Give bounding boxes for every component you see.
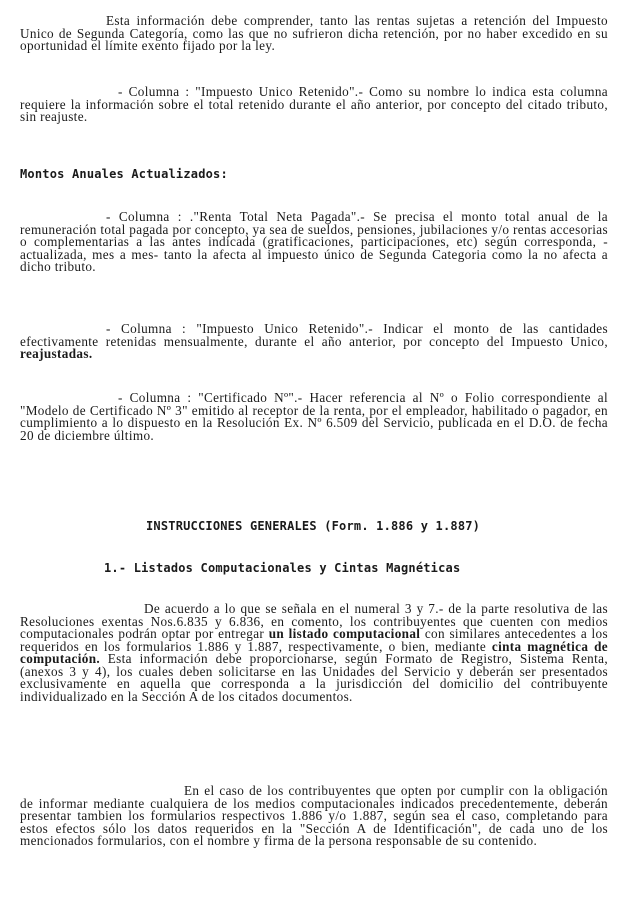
paragraph-impuesto-retenido bbox=[20, 86, 608, 124]
paragraph-text: Esta información debe comprender, tanto las rentas sujetas a retención del Impuesto Unico de Segunda Categoría, como las que no sufrieron dicha retención, por no haber excedido en su oportunidad el límite exento fijado por la ley. bbox=[20, 13, 608, 53]
paragraph-bold-text: cinta magnética de computación. bbox=[20, 638, 608, 666]
paragraph-text: Esta información debe proporcionarse, según Formato de Registro, Sistema Renta, (anexos 3 y 4), los cuales deben solicitarse en las Unidades del Servicio y deberán ser presentados exclusivamente en aquella que corresponda a la jurisdicción del domicilio del contribuyente individualizado en la Sección A de los citados documentos. bbox=[20, 651, 608, 704]
heading-text: INSTRUCCIONES GENERALES (Form. 1.886 y 1.887) bbox=[146, 519, 481, 533]
paragraph-text: - Columna : ."Renta Total Neta Pagada".- Se precisa el monto total anual de la remuneración total pagada por concepto, ya sea de sueldos, pensiones, jubilaciones y/o rentas accesorias o complementarias a las antes indicada (gratificaciones, participaciones, etc) según corresponda, -actualizada, mes a mes- tanto la afecta al impuesto único de Segunda Categoria como la no afecta a dicho tributo. bbox=[20, 209, 608, 274]
paragraph-bold-text: un listado computacional bbox=[268, 626, 421, 641]
heading-text: Montos Anuales Actualizados: bbox=[20, 167, 228, 181]
paragraph-impuesto-unico bbox=[20, 323, 608, 361]
paragraph-text: - Columna : "Impuesto Unico Retenido".- Como su nombre lo indica esta columna requiere la información sobre el total retenido durante el año anterior, por concepto del citado tributo, sin reajuste. bbox=[20, 84, 608, 124]
heading-listados-computacionales bbox=[104, 562, 460, 574]
heading-montos-anuales bbox=[20, 168, 228, 180]
paragraph-certificado bbox=[20, 392, 608, 442]
paragraph-en-el-caso bbox=[20, 785, 608, 848]
paragraph-renta-total bbox=[20, 211, 608, 274]
paragraph-text: En el caso de los contribuyentes que opten por cumplir con la obligación de informar mediante cualquiera de los medios computacionales indicados precedentemente, deberán presentar tambien los formularios respectivos 1.886 y/o 1.887, según sea el caso, completando para estos efectos sólo los datos requeridos en la "Sección A de Identificación", de cada uno de los mencionados formularios, con el nombre y firma de la persona responsable de su contenido. bbox=[20, 783, 608, 848]
paragraph-bold-text: reajustadas. bbox=[20, 346, 93, 361]
paragraph-rentas-sujetas bbox=[20, 15, 608, 53]
paragraph-text: - Columna : "Impuesto Unico Retenido".- Indicar el monto de las cantidades efectivamente retenidas mensualmente, durante el año anterior, por concepto del Impuesto Unico, bbox=[20, 321, 608, 349]
paragraph-text: De acuerdo a lo que se señala en el numeral 3 y 7.- de la parte resolutiva de las Resoluciones exentas Nos.6.835 y 6.836, en comento, los contribuyentes que cuenten con medios computacionales podrán optar por entregar bbox=[20, 601, 608, 641]
paragraph-text: con similares antecedentes a los requeridos en los formularios 1.886 y 1.887, respectivamente, o bien, mediante bbox=[20, 626, 608, 654]
paragraph-text: - Columna : "Certificado Nº".- Hacer referencia al Nº o Folio correspondiente al "Modelo de Certificado Nº 3" emitido al receptor de la renta, por el empleador, habilitado o pagador, en cumplimiento a lo dispuesto en la Resolución Ex. Nº 6.509 del Servicio, publicada en el D.O. de fecha 20 de diciembre último. bbox=[20, 390, 608, 443]
heading-text: 1.- Listados Computacionales y Cintas Magnéticas bbox=[104, 561, 461, 575]
heading-instrucciones-generales bbox=[146, 520, 480, 532]
paragraph-de-acuerdo bbox=[20, 603, 608, 703]
